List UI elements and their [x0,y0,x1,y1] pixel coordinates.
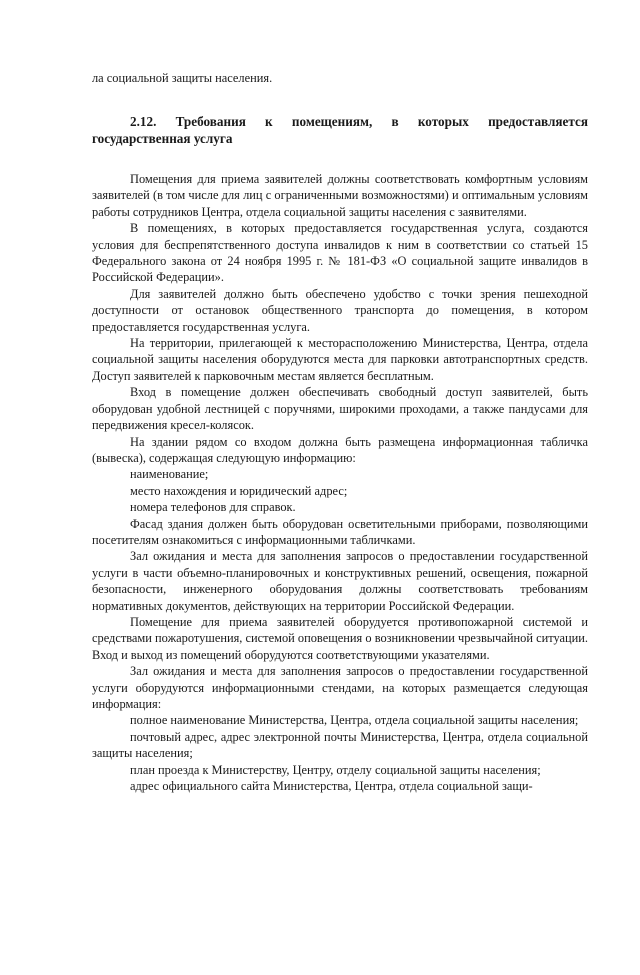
paragraph: На здании рядом со входом должна быть размещена информационная табличка (вывеска), содержащая следующую информацию: [92,434,588,465]
document-body [92,171,588,794]
paragraph: Зал ожидания и места для заполнения запросов о предоставлении государственной услуги оборудуются информационными стендами, на которых размещается следующая информация: [92,664,588,711]
paragraph: Для заявителей должно быть обеспечено удобство с точки зрения пешеходной доступности от остановок общественного транспорта до помещения, в котором предоставляется государственная услуга. [92,286,588,334]
paragraph: Вход в помещение должен обеспечивать свободный доступ заявителей, быть оборудован удобной лестницей с поручнями, широкими проходами, а также пандусами для передвижения кресел-колясок. [92,385,588,433]
paragraph: Помещение для приема заявителей оборудуется противопожарной системой и средствами пожаротушения, системой оповещения о возникновении чрезвычайной ситуации. Вход и выход из помещений оборудуются соответствующими указателями. [92,614,588,662]
list-item: план проезда к Министерству, Центру, отделу социальной защиты населения; [130,762,541,777]
list-item: номера телефонов для справок. [130,500,296,515]
paragraph: В помещениях, в которых предоставляется государственная услуга, создаются условия для беспрепятственного доступа инвалидов к ним в соответствии со статьей 15 Федерального закона от 24 ноября 1995 г. № 181-ФЗ «О социальной защите инвалидов в Российской Федерации». [92,221,588,285]
list-item: почтовый адрес, адрес электронной почты Министерства, Центра, отдела социальной защиты населения; [92,729,588,761]
continued-line: ла социальной защиты населения. [92,71,273,85]
list-item: место нахождения и юридический адрес; [130,483,348,498]
paragraph: На территории, прилегающей к месторасположению Министерства, Центра, отдела социальной защиты населения оборудуются места для парковки автотранспортных средств. Доступ заявителей к парковочным местам является бесплатным. [92,336,588,383]
list-item: наименование; [130,467,209,482]
paragraph: Зал ожидания и места для заполнения запросов о предоставлении государственной услуги в части объемно-планировочных и конструктивных решений, освещения, пожарной безопасности, инженерного оборудования должны соответствовать требованиям нормативных документов, действующих на территории Российской Федерации. [92,549,588,613]
paragraph: Фасад здания должен быть оборудован осветительными приборами, позволяющими посетителям ознакомиться с информационными табличками. [92,516,588,547]
list-item: адрес официального сайта Министерства, Центра, отдела социальной защи- [130,779,533,794]
section-heading: 2.12. Требования к помещениям, в которых предоставляется государственная услуга [92,114,588,146]
document-page [0,70,640,975]
paragraph: Помещения для приема заявителей должны соответствовать комфортным условиям заявителей (в том числе для лиц с ограниченными возможностями) и оптимальным условиям работы сотрудников Центра, отдела социальной защиты населения с заявителями. [92,172,588,219]
list-item: полное наименование Министерства, Центра, отдела социальной защиты населения; [130,713,579,728]
